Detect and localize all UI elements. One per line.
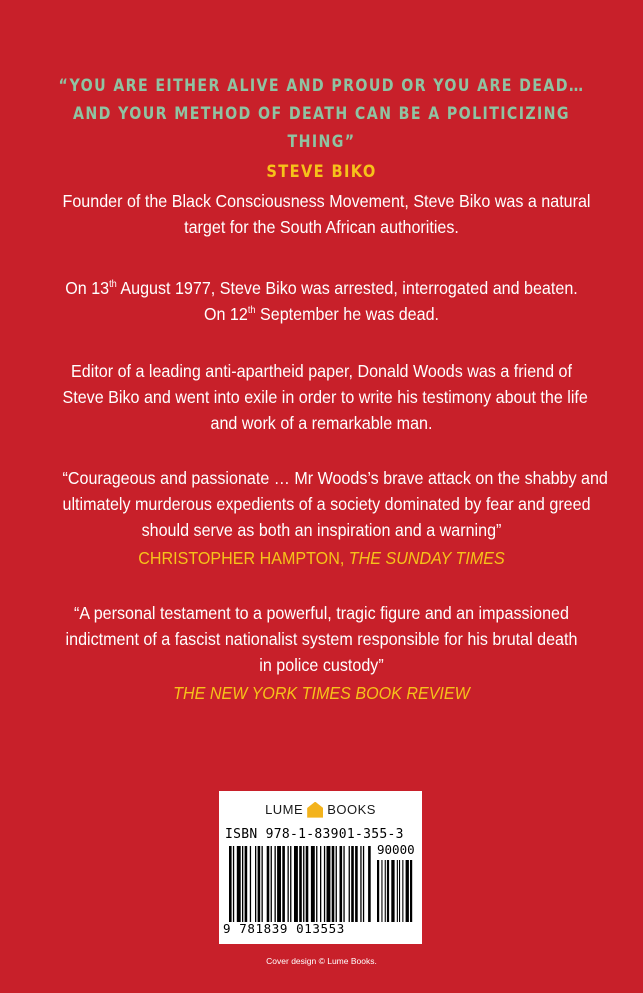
- review-line: in police custody”: [259, 655, 384, 675]
- epigraph-quote: [45, 72, 598, 186]
- review-line: should serve as both an inspiration and a warning”: [141, 520, 502, 540]
- lume-logo-icon: [307, 802, 323, 818]
- review-line: “Courageous and passionate … Mr Woods’s brave attack on the shabby and: [62, 468, 608, 488]
- review-line: indictment of a fascist nationalist system responsible for his brutal death: [65, 629, 578, 649]
- blurb-line: Steve Biko and went into exile in order to write his testimony about the life: [62, 387, 588, 407]
- isbn-barcode-box: [219, 791, 422, 944]
- blurb-author: [62, 358, 588, 436]
- blurb-line: Editor of a leading anti-apartheid paper, Donald Woods was a friend of: [71, 361, 572, 381]
- publisher-logo: LUME BOOKS: [265, 802, 376, 818]
- blurb-arrest: [63, 275, 581, 327]
- review-sunday-times: [62, 465, 608, 571]
- blurb-line: On 12th September he was dead.: [203, 304, 440, 324]
- blurb-line: and work of a remarkable man.: [210, 413, 433, 433]
- blurb-line: Founder of the Black Consciousness Movement, Steve Biko was a natural: [62, 191, 591, 211]
- barcode-digits: 9 781839 013553: [223, 921, 345, 936]
- cover-credit: Cover design © Lume Books.: [266, 956, 377, 966]
- review-attribution: THE NEW YORK TIMES BOOK REVIEW: [173, 683, 470, 703]
- blurb-line: target for the South African authorities.: [184, 217, 459, 237]
- epigraph-line-1: “YOU ARE EITHER ALIVE AND PROUD OR YOU ARE DEAD…: [58, 76, 585, 95]
- barcode-icon: [229, 846, 414, 922]
- review-attribution: CHRISTOPHER HAMPTON, THE SUNDAY TIMES: [138, 548, 505, 568]
- review-nyt: [63, 600, 581, 706]
- review-line: “A personal testament to a powerful, tragic figure and an impassioned: [74, 603, 569, 623]
- review-line: ultimately murderous expedients of a society dominated by fear and greed: [62, 494, 591, 514]
- epigraph-line-2: AND YOUR METHOD OF DEATH CAN BE A POLITICIZING THING”: [73, 104, 570, 151]
- blurb-founder: [62, 188, 591, 240]
- isbn-text: ISBN 978-1-83901-355-3: [225, 827, 404, 842]
- epigraph-author: STEVE BIKO: [266, 162, 377, 182]
- addon-number: 90000: [377, 842, 415, 857]
- blurb-line: On 13th August 1977, Steve Biko was arrested, interrogated and beaten.: [65, 278, 578, 298]
